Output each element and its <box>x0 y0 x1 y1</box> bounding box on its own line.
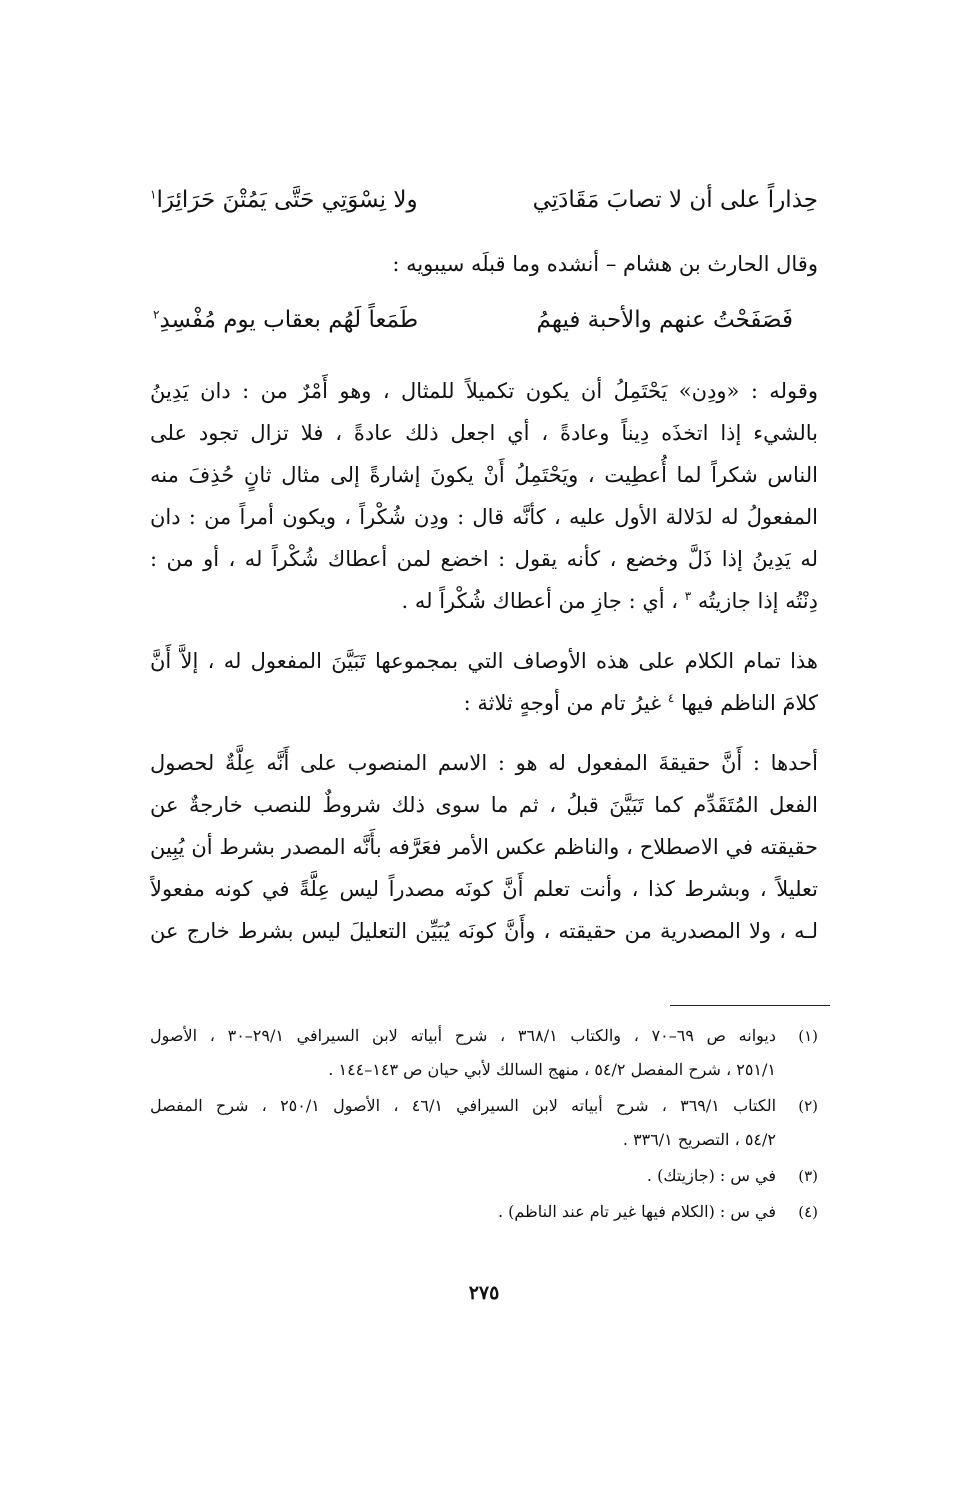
footnote-number: (٣) <box>798 1167 818 1185</box>
paragraph-line: بالشيء إذا اتخذَه دِيناً وعادةً ، أي اجعل ذلك عادةً ، فلا تزال تجود على <box>150 421 818 445</box>
verse-1-second-hemistich <box>150 178 418 222</box>
paragraph-1 <box>150 370 818 622</box>
paragraph-line: هذا تمام الكلام على هذه الأوصاف التي بمجموعها تَبَيَّنَ المفعول له ، إلاَّ أَنَّ <box>150 649 818 673</box>
paragraph-line: وقوله : «ودِن» يَحْتَمِلُ أن يكون تكميلاً للمثال ، وهو أَمْرٌ من : دان يَدِينُ <box>150 379 818 403</box>
footnote-divider <box>670 1005 830 1006</box>
footnote-line: ديوانه ص ٦٩–٧٠ ، والكتاب ٣٦٨/١ ، شرح أبياته لابن السيرافي ٢٩/١–٣٠ ، الأصول <box>150 1026 776 1045</box>
paragraph-line: أحدها : أَنَّ حقيقةَ المفعول له هو : الاسم المنصوب على أَنَّه عِلَّةٌ لحصول <box>150 751 818 775</box>
paragraph-3 <box>150 742 818 952</box>
poetry-verse-1 <box>150 178 818 222</box>
paragraph-line: دِنْتُه إذا جازيتُه $^٣$ ، أي : جازِ من أعطاك شُكْراً له . <box>401 589 818 613</box>
verse-1-second-text: ولا نِسْوَتِي حَتَّى يَمُتْنَ حَرَائِرَا <box>156 187 418 213</box>
paragraph-line: حقيقته في الاصطلاح ، والناظم عكس الأمر فعَرَّفه بأَنَّه المصدر بشرط أن يُبِين <box>150 835 818 859</box>
paragraph-line: الناس شكراً لما أُعطِيت ، ويَحْتَمِلُ أَنْ يكونَ إشارةً إلى مثال ثانٍ حُذِفَ منه <box>150 463 818 487</box>
paragraph-line: المفعولُ له لدَلالة الأول عليه ، كأنَّه قال : ودِن شُكْراً ، ويكون أمراً من : دان <box>150 505 818 529</box>
page-number: ٢٧٥ <box>468 1282 500 1304</box>
paragraph-line: الفعل المُتَقَدِّم كما تَبَيَّنَ قبلُ ، ثم ما سوى ذلك شروطٌ للنصب خارجةٌ عن <box>150 793 818 817</box>
footnote-line: ٥٤/٢ ، التصريح ٣٣٦/١ . <box>622 1130 776 1149</box>
footnote-line: ٢٥١/١ ، شرح المفصل ٥٤/٢ ، منهج السالك لأبي حيان ص ١٤٣–١٤٤ . <box>328 1060 776 1079</box>
footnote-1 <box>150 1019 818 1087</box>
paragraph-line: له يَدِينُ إذا ذَلَّ وخضع ، كأنه يقول : اخضع لمن أعطاك شُكْراً له ، أو من : <box>150 547 818 571</box>
footnote-ref-2: ٢ <box>153 307 160 322</box>
verse-2-first-hemistich: فَصَفَحْتُ عنهم والأحبة فيهمُ <box>536 307 793 333</box>
paragraph-2 <box>150 640 818 724</box>
footnote-ref-3: ٣ <box>684 589 692 603</box>
poetry-verse-2 <box>153 298 793 342</box>
footnote-4 <box>150 1195 818 1229</box>
footnote-line: في س : (الكلام فيها غير تام عند الناظم) . <box>497 1202 776 1221</box>
footnote-ref-4: ٤ <box>667 691 675 705</box>
footnote-3 <box>150 1159 818 1193</box>
verse-1-first-hemistich: حِذاراً على أن لا تصابَ مَقَادَتِي <box>532 187 818 213</box>
footnote-number: (١) <box>798 1027 818 1045</box>
intro-line: وقال الحارث بن هشام – أنشده وما قبلَه سيبويه : <box>392 252 818 276</box>
footnote-line: في س : (جازيتك) . <box>646 1166 776 1185</box>
footnote-ref-1: ١ <box>150 187 157 202</box>
footnote-2 <box>150 1089 818 1157</box>
footnote-number: (٢) <box>798 1097 818 1115</box>
paragraph-line: كلامَ الناظم فيها $^٤$ غيرُ تام من أوجهٍ ثلاثة : <box>463 691 818 715</box>
footnote-number: (٤) <box>798 1203 818 1221</box>
verse-2-second-text: طَمَعاً لَهُم بعقاب يوم مُفْسِدِ <box>159 307 419 333</box>
footnotes <box>150 1019 818 1231</box>
footnote-line: الكتاب ٣٦٩/١ ، شرح أبياته لابن السيرافي ٤٦/١ ، الأصول ٢٥٠/١ ، شرح المفصل <box>150 1096 776 1115</box>
paragraph-line: تعليلاً ، وبشرط كذا ، وأنت تعلم أَنَّ كونَه مصدراً ليس عِلَّةً في كونه مفعولاً <box>150 877 818 901</box>
paragraph-line: لـه ، ولا المصدرية من حقيقته ، وأَنَّ كونَه يُبَيِّن التعليلَ ليس بشرط خارج عن <box>150 919 818 943</box>
verse-2-second-hemistich <box>153 298 418 342</box>
